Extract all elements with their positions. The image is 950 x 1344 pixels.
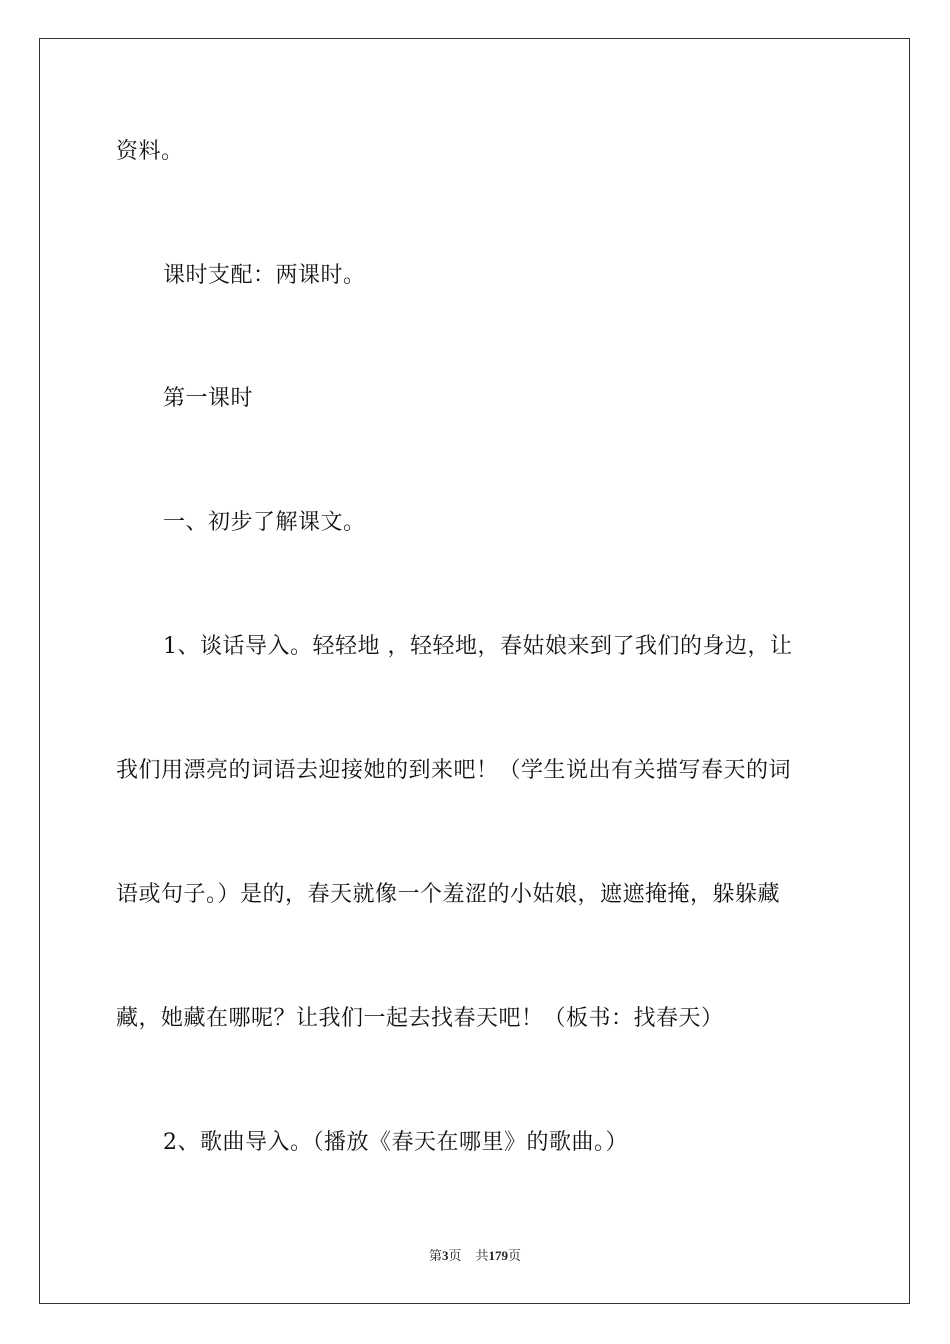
paragraph-1-line-1: 1、谈话导入。轻轻地 ，轻轻地，春姑娘来到了我们的身边，让 — [163, 634, 793, 659]
total-pages: 179 — [488, 1248, 509, 1263]
page-prefix: 第 — [428, 1248, 442, 1263]
page-number: 3 — [441, 1248, 449, 1263]
subsection-heading: 一、初步了解课文。 — [163, 510, 366, 535]
text-line-1: 资料。 — [116, 139, 184, 164]
paragraph-1-line-4: 藏，她藏在哪呢？让我们一起去找春天吧！（板书：找春天） — [116, 1006, 724, 1031]
page-footer — [0, 1247, 950, 1265]
total-suffix: 页 — [508, 1248, 522, 1263]
total-prefix: 共 — [475, 1248, 489, 1263]
paragraph-2-line-1: 2、歌曲导入。（播放《春天在哪里》的歌曲。） — [163, 1130, 628, 1155]
text-line-2: 课时支配：两课时。 — [163, 263, 366, 288]
page-border — [39, 38, 910, 1304]
paragraph-1-line-2: 我们用漂亮的词语去迎接她的到来吧！（学生说出有关描写春天的词 — [116, 758, 792, 783]
paragraph-1-line-3: 语或句子。）是的，春天就像一个羞涩的小姑娘，遮遮掩掩，躲躲藏 — [116, 882, 781, 907]
section-heading: 第一课时 — [163, 386, 254, 411]
page-suffix: 页 — [448, 1248, 462, 1263]
